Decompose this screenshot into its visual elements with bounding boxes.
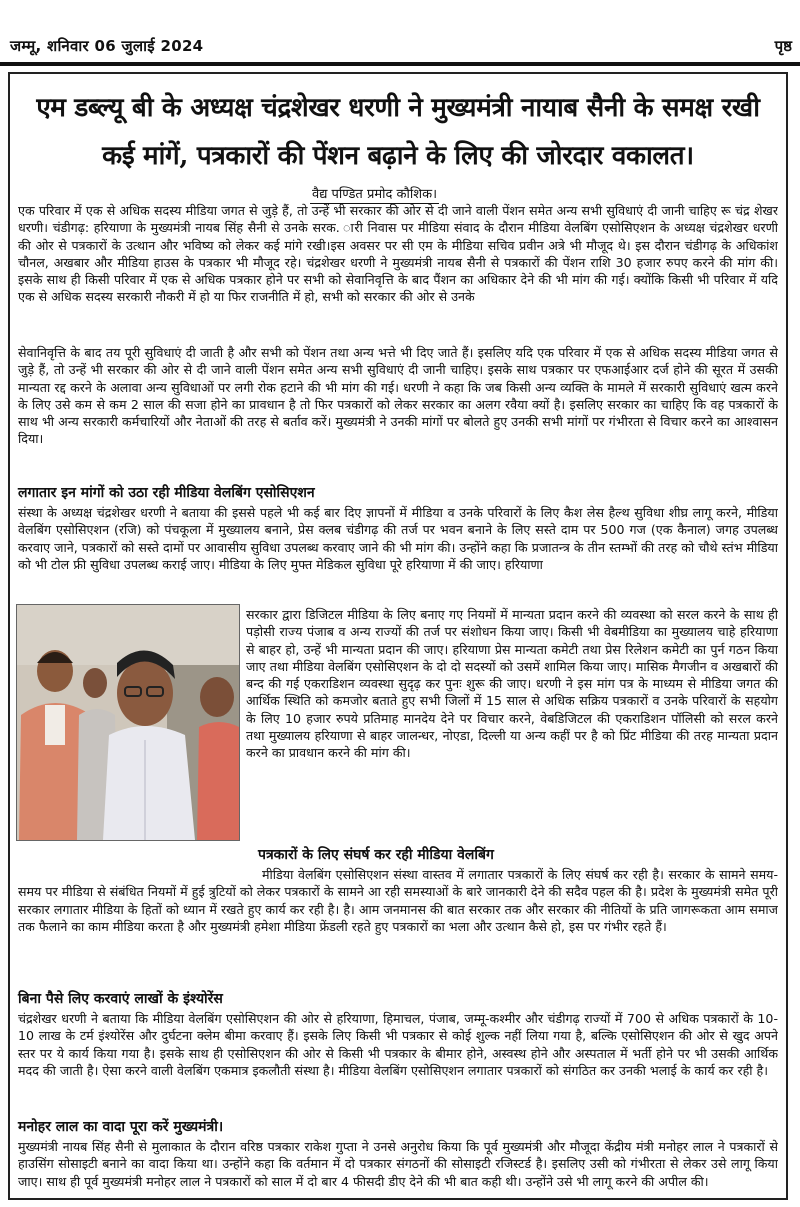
paragraph-retirement: सेवानिवृत्ति के बाद तय पूरी सुविधाएं दी जाती है और सभी को पेंशन तथा अन्य भत्ते भी दिए जाते हैं। इसलिए यदि एक परिवार में एक से अधिक सदस्य मीडिया जगत से जुड़े हैं, तो उन्हें भी सरकार की ओर से दी जाने वाली पेंशन समेत अन्य सभी सुविधाएं दी जानी चाहिए। इसके साथ पत्रकार पर एफआईआर दर्ज होने की सूरत में उसकी मान्यता रद्द करने के अलावा अन्य सुविधाओं पर लगी रोक हटाने की भी मांग की गई। धरणी ने कहा कि जब किसी अन्य व्यक्ति के मामले में सरकारी सुविधाएं खत्म करने के लिए उसे कम से कम 2 साल की सजा होने का प्रावधान है तो फिर पत्रकारों को लेकर सरकार का अलग रवैया क्यों है। इसलिए सरकार का चाहिए कि वह पत्रकारों के साथ भी अन्य सरकारी कर्मचारियों और नेताओं की तरह से बर्ताव करें। मुख्यमंत्री ने उनकी मांगों पर बोलते हुए उनकी सभी मांगों पर गंभीरता से विचार करने का आश्वासन दिया।: [18, 345, 778, 447]
paragraph-housing-society: मुख्यमंत्री नायब सिंह सैनी से मुलाकात के दौरान वरिष्ठ पत्रकार राकेश गुप्ता ने उनसे अनुरोध किया कि पूर्व मुख्यमंत्री और मौजूदा केंद्रीय मंत्री मनोहर लाल ने पत्रकारों से हाउसिंग सोसाइटी बनाने का वादा किया था। उन्होंने कहा कि वर्तमान में दो पत्रकार संगठनों की सोसाइटी रजिस्टर्ड है। इसलिए उसी को गंभीरता से लेकर उसे लागू किया जाए। साथ ही पूर्व मुख्यमंत्री मनोहर लाल ने पत्रकारों को साल में दो बार 4 फीसदी डीए देने की भी बात कही थी। उन्होंने उसे भी लागू करने की अपील की।: [18, 1139, 778, 1189]
paragraph-insurance: चंद्रशेखर धरणी ने बताया कि मीडिया वेलबिंग एसोसिएशन की ओर से हरियाणा, हिमाचल, पंजाब, जम्मू-कश्मीर और चंडीगढ़ राज्यों में 700 से अधिक पत्रकारों के 10-10 लाख के टर्म इंश्योरेंस और दुर्घटना क्लेम बीमा करवाए हैं। इसके लिए किसी भी पत्रकार से कोई शुल्क नहीं लिया गया है, बल्कि एसोसिएशन की ओर से खुद अपने स्तर पर ये कार्य किया गया है। इसके साथ ही एसोसिएशन की ओर से किसी भी पत्रकार के बीमार होने, अस्वस्थ होने और अस्पताल में भर्ती होने पर भी उसकी आर्थिक मदद की जाती है। ऐसा करने वाली वेलबिंग एकमात्र इकलौती संस्था है। मीडिया वेलबिंग एसोसिएशन लगातार पत्रकारों को संगठित कर उनकी भलाई के कार्य कर रही है।: [18, 1011, 778, 1078]
masthead-rule: [0, 62, 800, 66]
byline: वैद्य पण्डित प्रमोद कौशिक।: [310, 184, 439, 204]
subhead-demands: लगातार इन मांगों को उठा रही मीडिया वेलबिंग एसोसिएशन: [18, 485, 315, 501]
paragraph-intro: एक परिवार में एक से अधिक सदस्य मीडिया जगत से जुड़े हैं, तो उन्हें भी सरकार की ओर से दी जाने वाली पेंशन समेत अन्य सभी सुविधाएं दी जानी चाहिए रू चंद्र शेखर धरणी। चंडीगढ़: हरियाणा के मुख्यमंत्री नायब सिंह सैनी से उनके सरक. ारी निवास पर मीडिया संवाद के दौरान मीडिया वेलबिंग एसोसिएशन के अध्यक्ष चंद्रशेखर धरणी की ओर से पत्रकारों के उत्थान और भविष्य को लेकर कई मांगे रखी।इस अवसर पर सी एम के मीडिया सचिव प्रवीन अत्रे भी मौजूद थे। इस दौरान चंडीगढ़ के अधिकांश चौनल, अखबार और मीडिया हाउस के पत्रकार भी मौजूद रहे। चंद्रशेखर धरणी ने मुख्यमंत्री नायब सैनी से पत्रकारों की पेंशन राशि 30 हजार रुपए करने की मांग की। इसके साथ ही किसी परिवार में एक से अधिक पत्रकार होने पर सभी को सेवानिवृत्ति के बाद पैंशन का अधिकार देने की भी मांग की गई। क्योंकि किसी भी परिवार में यदि एक से अधिक सदस्य सरकारी नौकरी में हो या फिर राजनीति में हो, सभी को सरकार की ओर से उनके: [18, 203, 778, 305]
headline: [10, 84, 786, 180]
paragraph-struggle: मीडिया वेलबिंग एसोसिएशन संस्था वास्तव में लगातार पत्रकारों के लिए संघर्ष कर रही है। सरकार के सामने समय-समय पर मीडिया से संबंधित नियमों में हुई त्रुटियों को लेकर पत्रकारों के सामने आ रही समस्याओं के बारे जानकारी देने की सदैव पहल की है। प्रदेश के मुख्यमंत्री समेत पूरी सरकार लगातार मीडिया के हितों को ध्यान में रखते हुए कार्य कर रही है। है। आम जनमानस की बात सरकार तक और सरकार की नीतियों के प्रति जागरूकता आम समाज तक फैलाने का काम मीडिया करता है और मुख्यमंत्री हमेशा मीडिया फ्रेंडली रहते हुए पत्रकारों का भला और उत्थान कैसे हो, इस पर गंभीर रहते हैं।: [18, 867, 778, 934]
news-article: [8, 72, 788, 1200]
paragraph-demands: संस्था के अध्यक्ष चंद्रशेखर धरणी ने बताया की इससे पहले भी कई बार दिए ज्ञापनों में मीडिया व उनके परिवारों के लिए कैश लेस हैल्थ सुविधा शीघ्र लागू करने, मीडिया वेलबिंग एसोसिएशन (रजि) को पंचकूला में मुख्यालय बनाने, प्रेस क्लब चंडीगढ़ की तर्ज पर भवन बनाने के लिए सस्ते दाम पर 500 गज (एक कैनाल) जगह उपलब्ध करवाए जाने, पत्रकारों को सस्ते दामों पर आवासीय सुविधा उपलब्ध करवाए जाने की भी मांग की। उन्होंने कहा कि प्रजातन्त्र के तीन स्तम्भों की तरह को चौथे स्तंभ मीडिया को भी टोल फ्री सुविधा उपलब्ध कराई जाए। मीडिया के लिए मुफ्त मेडिकल सुविधा पूरे हरियाणा में की जाए। हरियाणा: [18, 505, 778, 572]
photo-illustration: [17, 605, 239, 840]
paragraph-digital-media: सरकार द्वारा डिजिटल मीडिया के लिए बनाए गए नियमों में मान्यता प्रदान करने की व्यवस्था को सरल करने के साथ ही पड़ोसी राज्य पंजाब व अन्य राज्यों की तर्ज पर संशोधन किया जाए। किसी भी वेबमीडिया का मुख्यालय चाहे हरियाणा से बाहर हो, उन्हें भी मान्यता प्रदान की जाए। हरियाणा प्रेस मान्यता कमेटी तथा प्रेस रिलेशन कमेटी का पुर्न गठन किया जाए तथा मीडिया वेलबिंग एसोसिएशन के दो दो सदस्यों को उसमें शामिल किया जाए। मासिक मैगजीन व अखबारों की बन्द की गई एकराडिशन व्यवस्था सुदृढ़ कर पुनः शुरू की जाए। धरणी ने इस मांग पत्र के माध्यम से मीडिया जगत की आर्थिक स्थिति को कमजोर बताते हुए सभी जिलों में 15 साल से अधिक सक्रिय पत्रकारों व उनके परिवारों के सहयोग के लिए 10 हजार रुपये प्रतिमाह मानदेय देने पर विचार करने, वेबडिजिटल की एकराडिशन पॉलिसी को सरल करने तथा मुख्यालय हरियाणा से बाहर जालन्धर, नोएडा, दिल्ली या अन्य कहीं पर है को प्रिंट मीडिया की तरह मान्यता प्रदान करने का प्रावधान करने की मांग की।: [246, 607, 778, 761]
subhead-struggle: पत्रकारों के लिए संघर्ष कर रही मीडिया वेलबिंग: [258, 847, 494, 863]
date-line: जम्मू, शनिवार 06 जुलाई 2024: [10, 37, 204, 55]
headline-line-1: एम डब्ल्यू बी के अध्यक्ष चंद्रशेखर धरणी ने मुख्यमंत्री नायाब सैनी के समक्ष रखी: [36, 93, 760, 123]
newspaper-masthead: [0, 0, 800, 62]
page-label: पृष्ठ: [774, 37, 792, 55]
headline-line-2: कई मांगें, पत्रकारों की पेंशन बढ़ाने के लिए की जोरदार वकालत।: [102, 141, 694, 171]
subhead-manohar-lal: मनोहर लाल का वादा पूरा करें मुख्यमंत्री।: [18, 1119, 224, 1135]
subhead-insurance: बिना पैसे लिए करवाएं लाखों के इंश्योरेंस: [18, 991, 223, 1007]
meeting-photo: [16, 604, 240, 841]
